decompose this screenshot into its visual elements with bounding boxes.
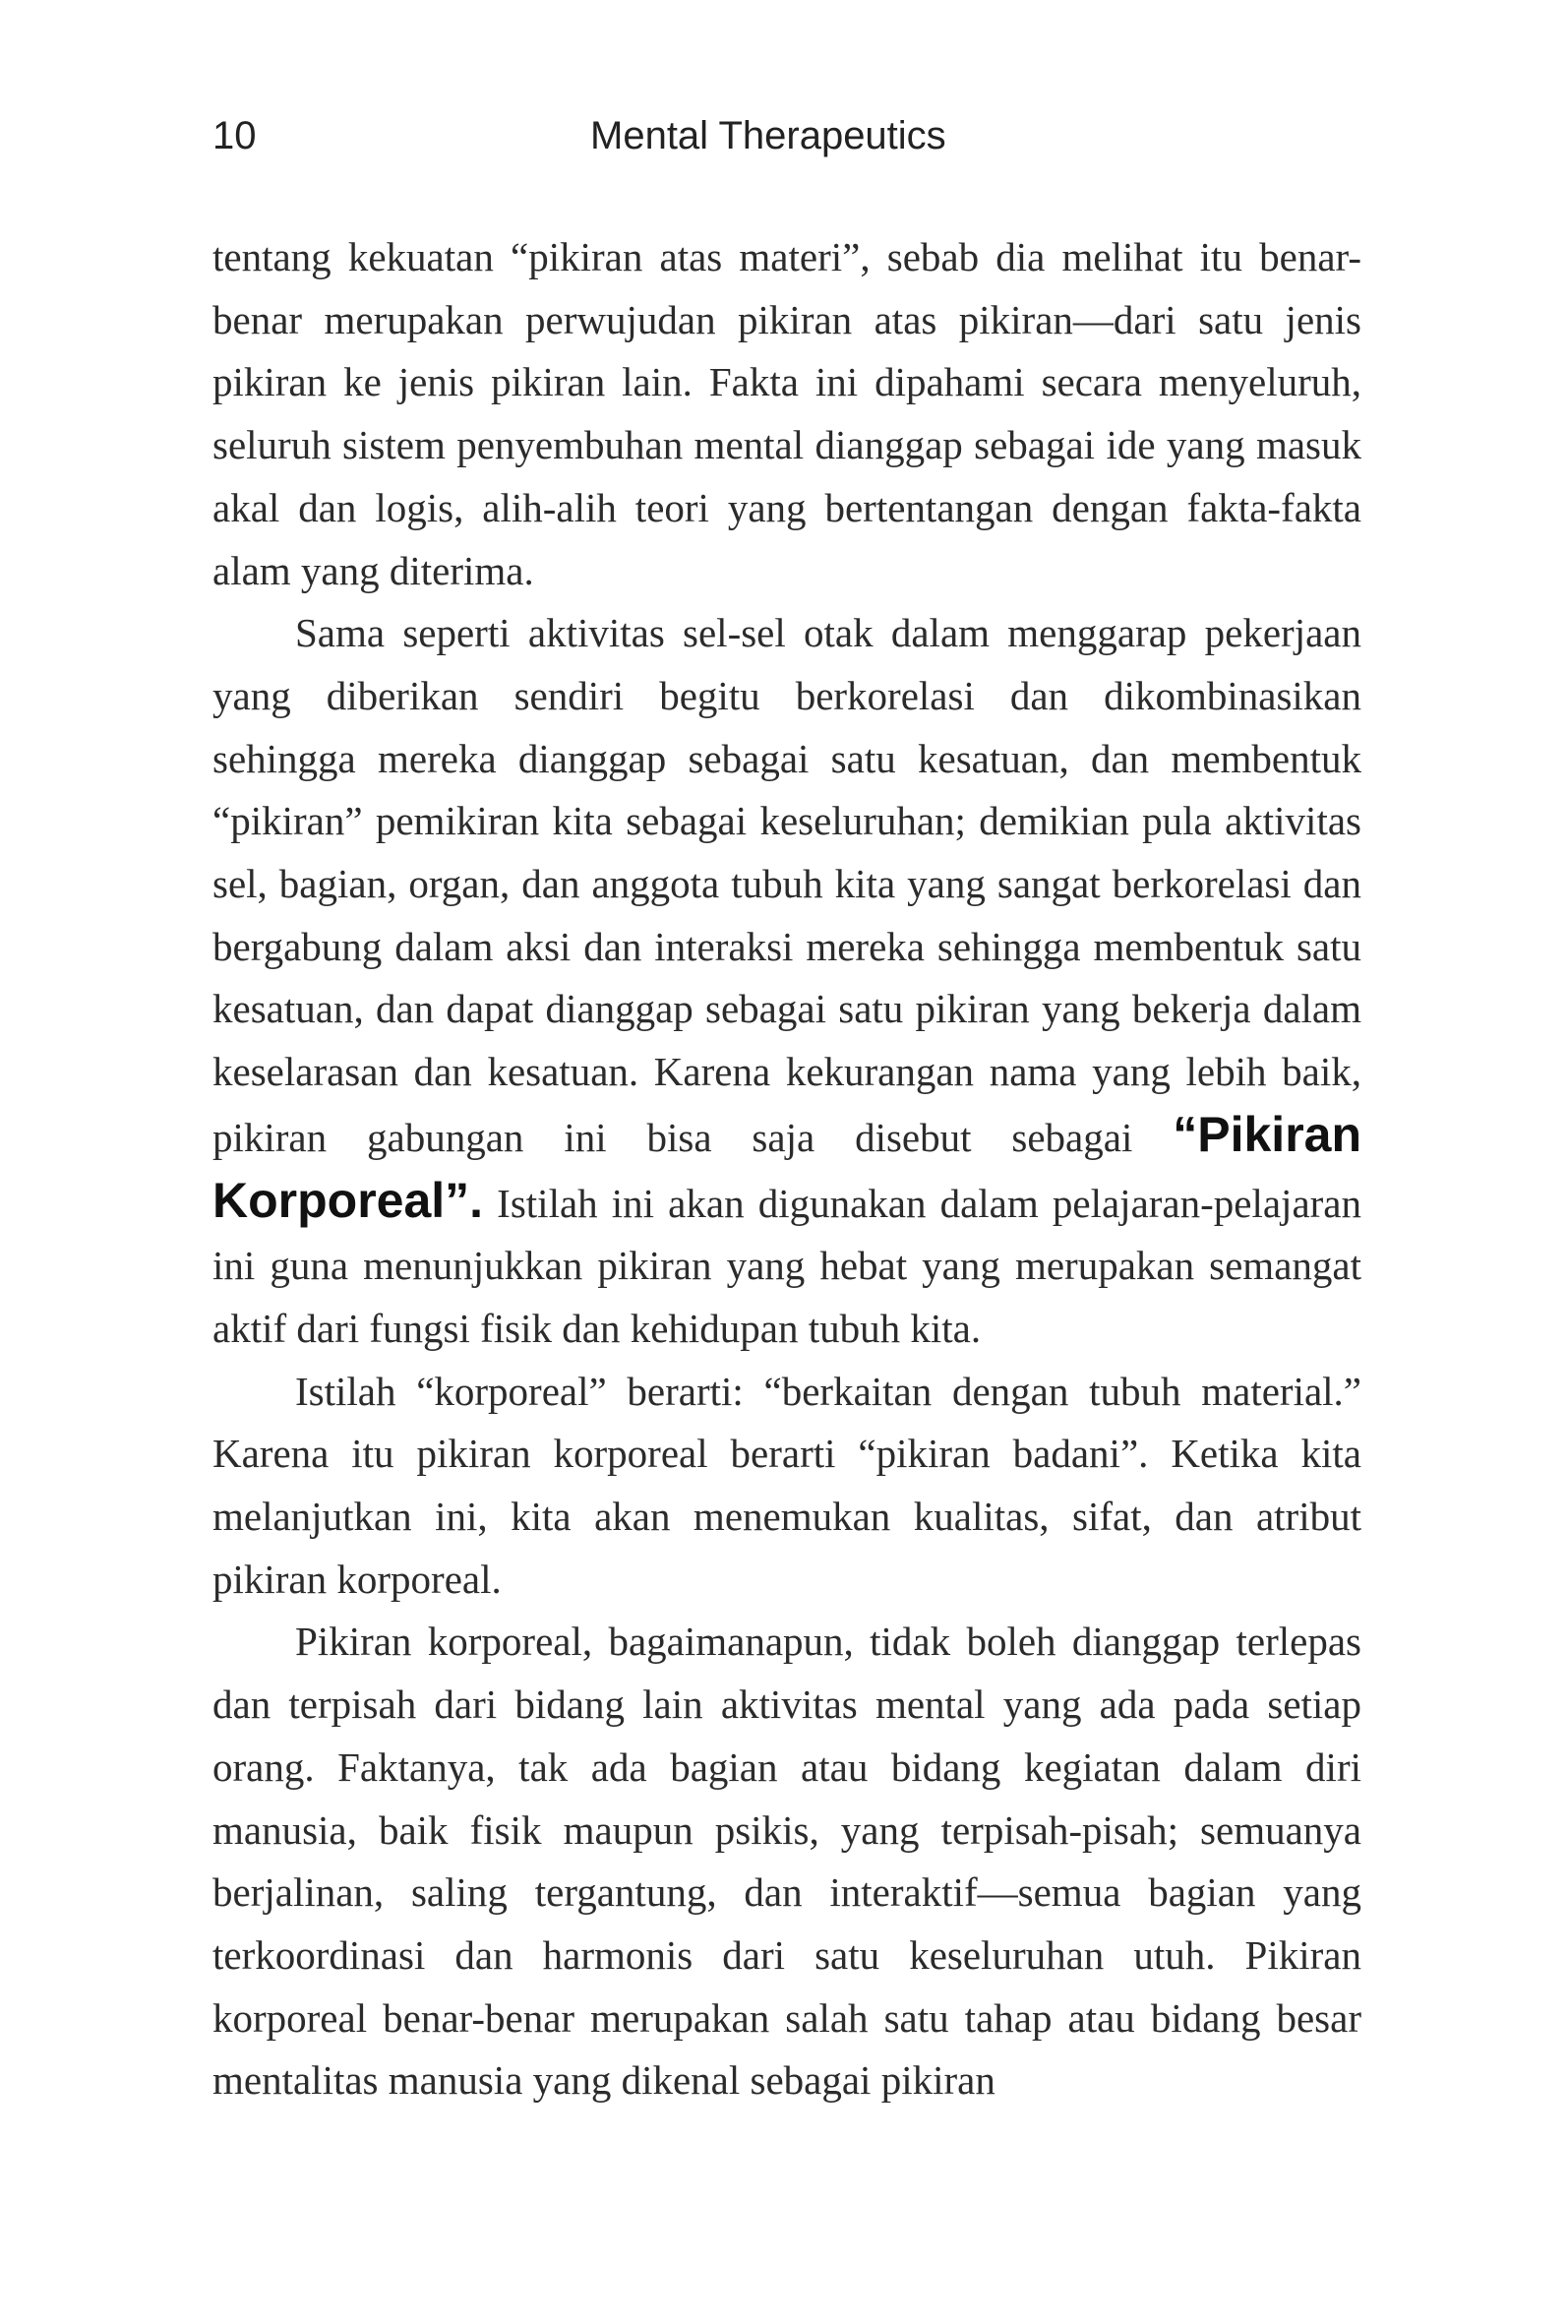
paragraph-3: Istilah “korporeal” berarti: “berkaitan dengan tubuh material.” Karena itu pikiran korporeal berarti “pikiran badani”. Ketika kita melanjutkan ini, kita akan menemukan kualitas, sifat, dan atribut pikiran korporeal. xyxy=(212,1368,1361,1602)
running-title: Mental Therapeutics xyxy=(590,114,946,157)
paragraph-2-text-after: Istilah ini akan digunakan dalam pelajaran-pelajaran ini guna menunjukkan pikiran yang hebat yang merupakan semangat aktif dari fungsi fisik dan kehidupan tubuh kita. xyxy=(212,1180,1361,1351)
emphasized-term: “Pikiran Korporeal”. xyxy=(212,1106,1361,1228)
paragraph-4: Pikiran korporeal, bagaimanapun, tidak boleh dianggap terlepas dan terpisah dari bidang lain aktivitas mental yang ada pada setiap orang. Faktanya, tak ada bagian atau bidang kegiatan dalam diri manusia, baik fisik maupun psikis, yang terpisah-pisah; semuanya berjalinan, saling tergantung, dan interaktif—semua bagian yang terkoordinasi dan harmonis dari satu keseluruhan utuh. Pikiran korporeal benar-benar merupakan salah satu tahap atau bidang besar mentalitas manusia yang dikenal sebagai pikiran xyxy=(212,1619,1361,2104)
paragraph-2-text-before: Sama seperti aktivitas sel-sel otak dalam menggarap pekerjaan yang diberikan sendiri begitu berkorelasi dan dikombinasikan sehingga mereka dianggap sebagai satu kesatuan, dan membentuk “pikiran” pemikiran kita sebagai keseluruhan; demikian pula aktivitas sel, bagian, organ, dan anggota tubuh kita yang sangat berkorelasi dan bergabung dalam aksi dan interaksi mereka sehingga membentuk satu kesatuan, dan dapat dianggap sebagai satu pikiran yang bekerja dalam keselarasan dan kesatuan. Karena kekurangan nama yang lebih baik, pikiran gabungan ini bisa saja disebut sebagai xyxy=(212,610,1361,1160)
page-number: 10 xyxy=(212,114,257,157)
paragraph-1: tentang kekuatan “pikiran atas materi”, sebab dia melihat itu benar-benar merupakan perwujudan pikiran atas pikiran—dari satu jenis pikiran ke jenis pikiran lain. Fakta ini dipahami secara menyeluruh, seluruh sistem penyembuhan mental dianggap sebagai ide yang masuk akal dan logis, alih-alih teori yang bertentangan dengan fakta-fakta alam yang diterima. xyxy=(212,234,1361,593)
paragraph-2 xyxy=(212,602,1361,1360)
page-header xyxy=(212,106,1361,165)
body-text xyxy=(212,226,1361,2112)
